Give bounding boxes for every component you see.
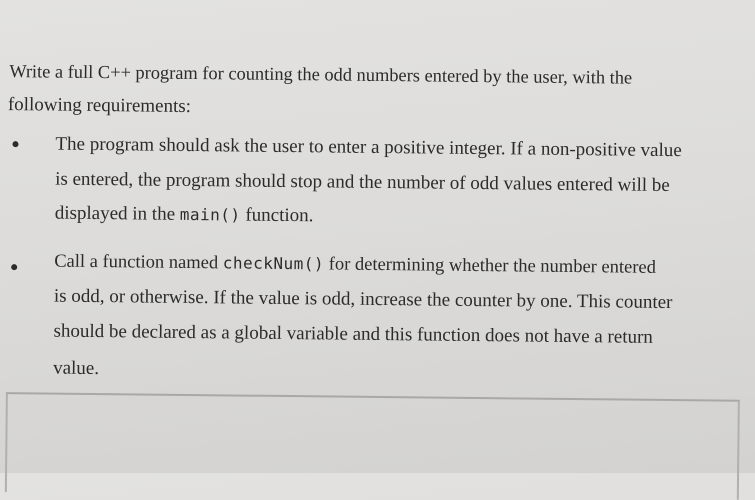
bullet-icon	[11, 264, 17, 270]
requirement-2-line-2: is odd, or otherwise. If the value is odd, increase the counter by one. This counter	[53, 285, 673, 314]
requirement-2-line-1	[54, 251, 656, 279]
question-intro-line-1: Write a full C++ program for counting the odd numbers entered by the user, with the	[9, 61, 633, 88]
requirement-2-line-4: value.	[53, 357, 100, 380]
bullet-icon	[12, 141, 18, 147]
requirement-1-line-3	[55, 203, 314, 228]
requirement-1-line-2: is entered, the program should stop and the number of odd values entered will be	[55, 168, 670, 197]
code-main-function: main()	[179, 204, 241, 225]
requirement-2-line-1-tail: for determining whether the number entered	[323, 254, 657, 278]
requirement-1-line-3-text: displayed in the	[54, 202, 180, 225]
answer-box	[5, 392, 740, 500]
code-checknum-function: checkNum()	[222, 253, 325, 274]
question-intro-line-2: following requirements:	[7, 94, 192, 118]
requirement-1-line-1: The program should ask the user to enter a positive integer. If a non-positive value	[55, 133, 682, 162]
requirement-2-line-1-text: Call a function named	[54, 251, 223, 274]
requirement-1-line-3-tail: function.	[240, 204, 314, 227]
requirement-2-line-3: should be declared as a global variable and this function does not have a return	[53, 320, 653, 348]
